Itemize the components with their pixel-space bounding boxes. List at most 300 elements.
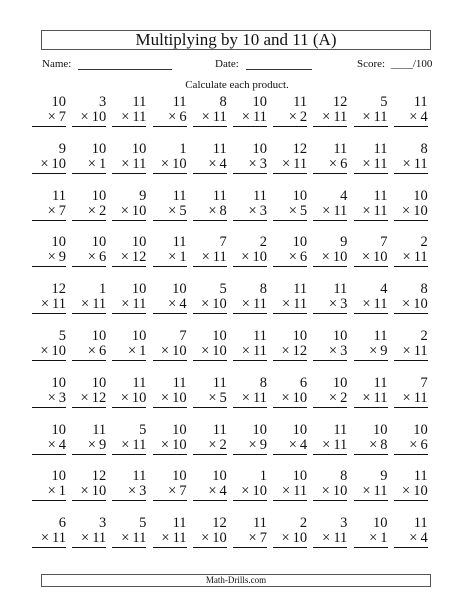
- problem-49: [354, 282, 388, 329]
- multiply-operator: ×: [241, 249, 250, 266]
- multiplicand: 10: [51, 421, 66, 438]
- multiplier: 7: [58, 109, 66, 125]
- problem-33: [112, 235, 146, 282]
- multiplier-row: [32, 344, 66, 361]
- problem-20: [394, 142, 428, 189]
- multiplier: 11: [413, 155, 428, 172]
- multiplicand: 11: [212, 421, 227, 438]
- multiplier-row: [193, 344, 227, 361]
- multiplier-row: [394, 157, 428, 174]
- multiplier-row: [394, 204, 428, 221]
- multiplicand: 11: [172, 94, 187, 110]
- multiplier-row: [32, 484, 66, 501]
- problem-50: [394, 282, 428, 329]
- multiplier-row: [72, 391, 106, 408]
- multiplier-row: [112, 391, 146, 408]
- multiplicand: 10: [51, 94, 66, 110]
- problem-79: [354, 423, 388, 470]
- multiplier-row: [233, 531, 267, 548]
- multiply-operator: ×: [80, 109, 89, 125]
- multiplicand: 7: [179, 327, 187, 344]
- multiply-operator: ×: [160, 389, 170, 406]
- multiplier: 11: [333, 109, 348, 125]
- multiplier: 11: [252, 109, 267, 125]
- multiplier: 11: [373, 202, 388, 219]
- multiplier-row: [313, 391, 347, 408]
- multiplier-row: [32, 531, 66, 548]
- multiply-operator: ×: [328, 389, 338, 406]
- multiplier: 11: [413, 249, 428, 266]
- multiply-operator: ×: [281, 389, 290, 406]
- multiplicand: 5: [58, 327, 66, 344]
- multiplier-row: [233, 157, 267, 174]
- multiply-operator: ×: [362, 109, 371, 125]
- multiplier: 10: [91, 483, 107, 500]
- multiply-operator: ×: [328, 342, 338, 359]
- multiply-operator: ×: [168, 202, 177, 219]
- multiplier-row: [193, 157, 227, 174]
- multiplicand: 2: [299, 515, 308, 532]
- multiplier: 10: [91, 109, 107, 125]
- footer-site: Math-Drills.com: [41, 574, 431, 587]
- multiplier-row: [112, 157, 146, 174]
- multiplier: 10: [332, 249, 348, 266]
- multiply-operator: ×: [40, 342, 49, 359]
- multiplier-row: [193, 297, 227, 314]
- multiply-operator: ×: [80, 483, 89, 500]
- multiply-operator: ×: [322, 530, 331, 547]
- multiplier: 10: [332, 483, 348, 500]
- multiplicand: 11: [252, 327, 267, 344]
- multiplier: 1: [98, 155, 107, 172]
- problem-23: [112, 189, 146, 236]
- multiplier: 11: [92, 530, 107, 547]
- multiply-operator: ×: [87, 155, 96, 172]
- multiplier: 9: [380, 342, 388, 359]
- multiply-operator: ×: [362, 483, 371, 500]
- multiplier: 10: [172, 155, 187, 172]
- name-label: Name:: [42, 58, 72, 70]
- problem-11: [32, 142, 66, 189]
- multiplicand: 11: [413, 515, 428, 532]
- multiply-operator: ×: [248, 155, 257, 172]
- multiplicand: 11: [413, 468, 428, 485]
- multiplier-row: [32, 157, 66, 174]
- multiply-operator: ×: [288, 202, 297, 219]
- multiplier-row: [112, 344, 146, 361]
- problem-97: [273, 516, 307, 563]
- multiplier: 10: [413, 296, 428, 313]
- multiplier-row: [394, 250, 428, 267]
- multiply-operator: ×: [281, 296, 291, 313]
- problem-70: [394, 376, 428, 423]
- multiplier: 11: [333, 530, 348, 547]
- multiplicand: 9: [58, 140, 66, 157]
- problem-9: [354, 95, 388, 142]
- multiply-operator: ×: [121, 296, 130, 313]
- multiplier-row: [153, 438, 187, 455]
- problem-10: [394, 95, 428, 142]
- problem-78: [313, 423, 347, 470]
- multiplicand: 11: [373, 327, 388, 344]
- multiply-operator: ×: [362, 202, 371, 219]
- problem-60: [394, 329, 428, 376]
- problem-2: [72, 95, 106, 142]
- multiplier-row: [72, 531, 106, 548]
- multiplier: 4: [179, 296, 187, 313]
- multiplier-row: [112, 250, 146, 267]
- multiplier: 3: [58, 389, 66, 406]
- multiplicand: 11: [373, 187, 388, 204]
- multiply-operator: ×: [402, 202, 411, 219]
- multiplier-row: [112, 484, 146, 501]
- multiply-operator: ×: [322, 436, 331, 453]
- multiplier-row: [354, 531, 388, 548]
- problem-12: [72, 142, 106, 189]
- multiply-operator: ×: [201, 296, 210, 313]
- multiply-operator: ×: [402, 155, 411, 172]
- multiplier: 11: [132, 436, 147, 453]
- multiplicand: 11: [132, 468, 147, 485]
- multiplier-row: [193, 250, 227, 267]
- problem-58: [313, 329, 347, 376]
- problem-22: [72, 189, 106, 236]
- multiplier-row: [394, 531, 428, 548]
- multiplicand: 1: [179, 140, 187, 157]
- multiplier-row: [153, 484, 187, 501]
- multiplier-row: [233, 110, 267, 127]
- score-total: /100: [412, 58, 433, 70]
- multiply-operator: ×: [281, 530, 290, 547]
- multiplier: 8: [219, 202, 227, 219]
- multiplier-row: [233, 391, 267, 408]
- problem-17: [273, 142, 307, 189]
- problem-98: [313, 516, 347, 563]
- name-line[interactable]: [78, 58, 172, 70]
- problem-66: [233, 376, 267, 423]
- multiplier: 11: [293, 155, 308, 172]
- multiplier: 10: [373, 249, 388, 266]
- multiply-operator: ×: [201, 109, 210, 125]
- multiply-operator: ×: [81, 296, 90, 313]
- multiplier: 10: [212, 342, 227, 359]
- multiplier-row: [193, 110, 227, 127]
- multiply-operator: ×: [369, 342, 378, 359]
- multiplier-row: [112, 204, 146, 221]
- multiplier: 1: [179, 249, 187, 266]
- multiply-operator: ×: [322, 202, 331, 219]
- problem-48: [313, 282, 347, 329]
- multiplicand: 10: [131, 234, 147, 251]
- problem-83: [112, 469, 146, 516]
- multiply-operator: ×: [160, 342, 170, 359]
- multiplicand: 11: [373, 140, 388, 157]
- problem-63: [112, 376, 146, 423]
- multiplicand: 10: [91, 327, 107, 344]
- multiply-operator: ×: [201, 342, 210, 359]
- multiply-operator: ×: [161, 530, 170, 547]
- multiply-operator: ×: [208, 483, 217, 500]
- problem-84: [153, 469, 187, 516]
- multiply-operator: ×: [168, 483, 177, 500]
- multiplier-row: [72, 344, 106, 361]
- multiplicand: 6: [299, 374, 308, 391]
- problem-64: [153, 376, 187, 423]
- multiplicand: 7: [420, 374, 428, 391]
- multiplicand: 11: [172, 374, 187, 391]
- multiplicand: 10: [292, 421, 308, 438]
- multiplicand: 11: [212, 374, 227, 391]
- multiplicand: 2: [259, 234, 267, 251]
- multiply-operator: ×: [201, 530, 210, 547]
- multiplier: 11: [212, 249, 227, 266]
- multiply-operator: ×: [208, 389, 217, 406]
- multiplicand: 9: [340, 234, 348, 251]
- date-field[interactable]: [215, 58, 312, 70]
- score-field[interactable]: [357, 58, 432, 70]
- problem-26: [233, 189, 267, 236]
- multiply-operator: ×: [208, 155, 217, 172]
- problem-68: [313, 376, 347, 423]
- multiply-operator: ×: [87, 202, 96, 219]
- multiplicand: 10: [413, 187, 428, 204]
- multiplier: 2: [299, 109, 308, 125]
- multiplicand: 12: [332, 94, 348, 110]
- multiplicand: 10: [252, 94, 267, 110]
- multiplier-row: [153, 297, 187, 314]
- date-line[interactable]: [246, 58, 312, 70]
- multiplier: 11: [212, 109, 227, 125]
- problem-85: [193, 469, 227, 516]
- problem-27: [273, 189, 307, 236]
- multiplier: 3: [139, 483, 147, 500]
- multiplier-row: [273, 438, 307, 455]
- multiplicand: 5: [139, 421, 147, 438]
- multiplier: 10: [51, 155, 66, 172]
- problem-69: [354, 376, 388, 423]
- multiplicand: 3: [98, 94, 107, 110]
- multiplier: 11: [413, 342, 428, 359]
- problem-56: [233, 329, 267, 376]
- problem-16: [233, 142, 267, 189]
- multiplier-row: [153, 110, 187, 127]
- multiplier-row: [313, 484, 347, 501]
- multiplier-row: [233, 344, 267, 361]
- multiplicand: 1: [98, 281, 107, 298]
- multiplier: 5: [299, 202, 308, 219]
- multiply-operator: ×: [402, 296, 411, 313]
- multiplicand: 11: [373, 374, 388, 391]
- multiply-operator: ×: [241, 483, 250, 500]
- multiplier-row: [112, 297, 146, 314]
- problem-94: [153, 516, 187, 563]
- multiply-operator: ×: [248, 436, 257, 453]
- problem-47: [273, 282, 307, 329]
- multiplier-row: [72, 438, 106, 455]
- problem-81: [32, 469, 66, 516]
- multiplicand: 8: [420, 140, 428, 157]
- problem-46: [233, 282, 267, 329]
- multiplier: 11: [172, 530, 187, 547]
- multiply-operator: ×: [121, 109, 130, 125]
- problem-93: [112, 516, 146, 563]
- multiplier: 11: [373, 109, 388, 125]
- problem-59: [354, 329, 388, 376]
- multiplicand: 7: [380, 234, 388, 251]
- multiplier: 3: [340, 342, 348, 359]
- multiplicand: 11: [172, 187, 187, 204]
- multiplier: 4: [420, 109, 428, 125]
- multiplicand: 10: [373, 515, 388, 532]
- multiplier: 1: [58, 483, 66, 500]
- multiplier-row: [313, 344, 347, 361]
- multiply-operator: ×: [40, 155, 49, 172]
- name-field[interactable]: [42, 58, 172, 70]
- multiplier: 10: [252, 483, 267, 500]
- multiplier: 11: [52, 296, 66, 313]
- multiplier-row: [273, 250, 307, 267]
- multiply-operator: ×: [362, 155, 371, 172]
- problem-3: [112, 95, 146, 142]
- multiplier: 6: [179, 109, 187, 125]
- multiply-operator: ×: [47, 109, 56, 125]
- problem-30: [394, 189, 428, 236]
- multiplier: 8: [380, 436, 388, 453]
- multiplier-row: [153, 344, 187, 361]
- multiplier: 5: [179, 202, 187, 219]
- problem-53: [112, 329, 146, 376]
- problem-52: [72, 329, 106, 376]
- multiplier: 11: [373, 296, 388, 313]
- instructions: Calculate each product.: [185, 79, 289, 91]
- multiplier: 7: [58, 202, 66, 219]
- multiply-operator: ×: [241, 389, 250, 406]
- problem-89: [354, 469, 388, 516]
- multiplier: 10: [172, 342, 187, 359]
- problem-40: [394, 235, 428, 282]
- multiplier: 11: [132, 155, 147, 172]
- multiply-operator: ×: [87, 436, 96, 453]
- problem-99: [354, 516, 388, 563]
- problem-28: [313, 189, 347, 236]
- problem-91: [32, 516, 66, 563]
- multiply-operator: ×: [409, 530, 418, 547]
- problem-82: [72, 469, 106, 516]
- multiplier: 11: [252, 389, 267, 406]
- multiplier-row: [233, 297, 267, 314]
- problem-5: [193, 95, 227, 142]
- problem-31: [32, 235, 66, 282]
- problem-37: [273, 235, 307, 282]
- multiplicand: 8: [340, 468, 348, 485]
- multiplier: 10: [212, 296, 227, 313]
- multiplier-row: [153, 250, 187, 267]
- multiplicand: 9: [139, 187, 147, 204]
- multiplicand: 11: [333, 140, 348, 157]
- problem-4: [153, 95, 187, 142]
- multiply-operator: ×: [409, 436, 418, 453]
- multiply-operator: ×: [81, 530, 90, 547]
- multiplicand: 10: [91, 374, 107, 391]
- problem-75: [193, 423, 227, 470]
- multiply-operator: ×: [321, 249, 330, 266]
- multiplier-row: [354, 157, 388, 174]
- multiplier: 6: [340, 155, 348, 172]
- multiplier-row: [233, 484, 267, 501]
- multiplier-row: [394, 344, 428, 361]
- multiplier: 12: [292, 342, 308, 359]
- multiplier-row: [354, 297, 388, 314]
- multiply-operator: ×: [362, 296, 371, 313]
- multiply-operator: ×: [47, 202, 56, 219]
- multiplicand: 12: [51, 281, 66, 298]
- multiply-operator: ×: [288, 109, 297, 125]
- multiplier-row: [273, 204, 307, 221]
- multiplier-row: [153, 391, 187, 408]
- problem-55: [193, 329, 227, 376]
- multiplier-row: [32, 250, 66, 267]
- multiplicand: 12: [91, 468, 107, 485]
- multiplicand: 10: [373, 421, 388, 438]
- multiplicand: 11: [333, 281, 348, 298]
- multiplicand: 1: [259, 468, 267, 485]
- multiplier: 12: [131, 249, 147, 266]
- multiply-operator: ×: [281, 155, 291, 172]
- multiply-operator: ×: [40, 296, 50, 313]
- multiplier: 11: [252, 296, 267, 313]
- problem-87: [273, 469, 307, 516]
- problem-24: [153, 189, 187, 236]
- multiplier: 10: [292, 389, 308, 406]
- problem-88: [313, 469, 347, 516]
- multiply-operator: ×: [47, 249, 56, 266]
- multiplier-row: [313, 438, 347, 455]
- multiply-operator: ×: [127, 483, 137, 500]
- multiplicand: 5: [139, 515, 147, 532]
- multiplicand: 7: [219, 234, 227, 251]
- multiplicand: 8: [420, 281, 428, 298]
- multiplicand: 10: [91, 187, 107, 204]
- problem-65: [193, 376, 227, 423]
- multiplier-row: [233, 438, 267, 455]
- multiplicand: 10: [172, 421, 187, 438]
- multiplier: 10: [51, 342, 66, 359]
- problem-72: [72, 423, 106, 470]
- multiplier: 11: [293, 483, 308, 500]
- problem-grid: [32, 95, 434, 563]
- multiply-operator: ×: [121, 530, 130, 547]
- multiplier-row: [273, 110, 307, 127]
- problem-29: [354, 189, 388, 236]
- multiplicand: 10: [131, 327, 147, 344]
- multiplicand: 10: [292, 187, 308, 204]
- multiplicand: 11: [252, 187, 267, 204]
- multiplicand: 10: [292, 468, 308, 485]
- score-blank[interactable]: ____: [390, 58, 413, 70]
- multiplier: 11: [413, 389, 428, 406]
- multiplier: 10: [292, 530, 308, 547]
- multiply-operator: ×: [369, 436, 378, 453]
- multiplier: 2: [219, 436, 227, 453]
- multiplier-row: [72, 484, 106, 501]
- problem-62: [72, 376, 106, 423]
- problem-25: [193, 189, 227, 236]
- multiplier-row: [153, 157, 187, 174]
- multiply-operator: ×: [402, 249, 411, 266]
- multiplier: 10: [172, 389, 187, 406]
- multiply-operator: ×: [362, 389, 371, 406]
- multiplier: 11: [132, 530, 147, 547]
